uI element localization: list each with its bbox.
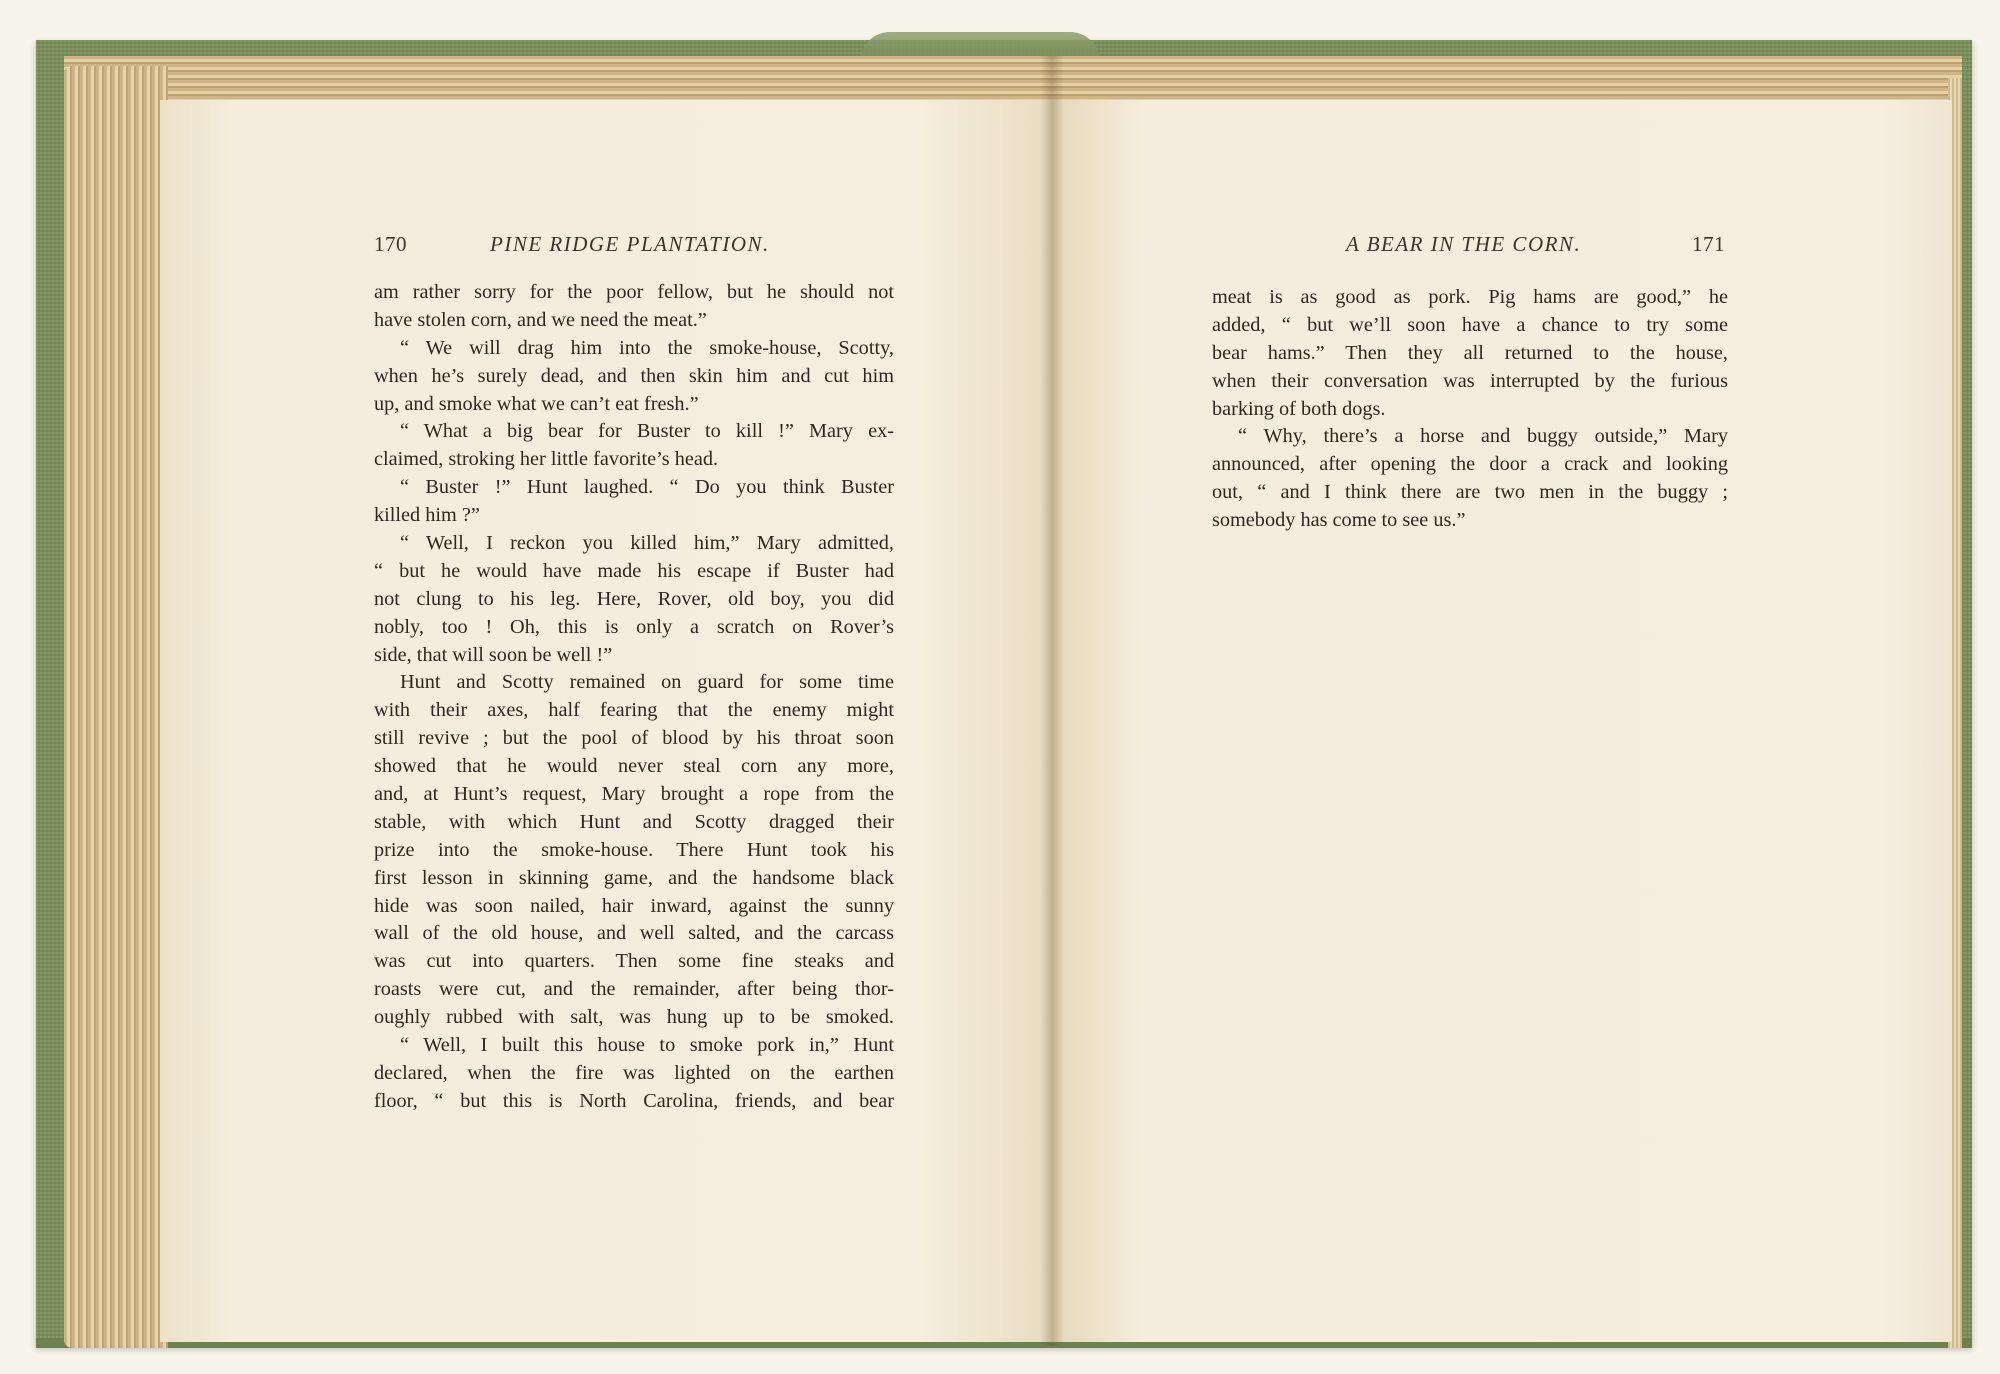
text-line: bear hams.” Then they all returned to the house, [1212, 341, 1728, 364]
text-line: “ Buster !” Hunt laughed. “ Do you think Buster [400, 476, 894, 499]
text-line: first lesson in skinning game, and the handsome black [374, 866, 894, 889]
text-line: still revive ; but the pool of blood by his throat soon [374, 727, 894, 750]
right-page-number: 171 [1692, 232, 1725, 256]
text-line: have stolen corn, and we need the meat.” [374, 308, 707, 331]
text-line: up, and smoke what we can’t eat fresh.” [374, 392, 699, 415]
text-line: announced, after opening the door a crack and looking [1212, 453, 1728, 476]
text-line: claimed, stroking her little favorite’s head. [374, 448, 719, 471]
book-gutter [1040, 56, 1064, 1346]
text-line: Hunt and Scotty remained on guard for some time [400, 671, 894, 694]
left-running-head: PINE RIDGE PLANTATION. [490, 232, 770, 256]
text-line: stable, with which Hunt and Scotty dragged their [374, 810, 894, 833]
text-line: prize into the smoke-house. There Hunt took his [374, 838, 894, 861]
text-line: when their conversation was interrupted by the furious [1212, 369, 1728, 392]
text-line: barking of both dogs. [1212, 397, 1386, 420]
text-line: “ but he would have made his escape if Buster had [374, 559, 894, 582]
text-line: roasts were cut, and the remainder, after being thor- [374, 978, 894, 1001]
left-page-number: 170 [374, 232, 407, 256]
text-line: oughly rubbed with salt, was hung up to be smoked. [374, 1006, 894, 1029]
right-page-body [1212, 284, 1728, 535]
text-line: somebody has come to see us.” [1212, 509, 1466, 532]
text-line: added, “ but we’ll soon have a chance to try some [1212, 313, 1728, 336]
text-line: floor, “ but this is North Carolina, friends, and bear [374, 1089, 894, 1112]
text-line: killed him ?” [374, 504, 480, 527]
text-line: out, “ and I think there are two men in the buggy ; [1212, 481, 1728, 504]
text-line: am rather sorry for the poor fellow, but he should not [374, 281, 894, 303]
text-line: “ Why, there’s a horse and buggy outside,” Mary [1238, 425, 1728, 448]
text-line: and, at Hunt’s request, Mary brought a rope from the [374, 783, 894, 806]
text-line: side, that will soon be well !” [374, 643, 613, 666]
text-line: meat is as good as pork. Pig hams are good,” he [1212, 286, 1728, 308]
text-line: nobly, too ! Oh, this is only a scratch on Rover’s [374, 615, 894, 638]
text-line: showed that he would never steal corn any more, [374, 755, 894, 778]
text-line: when he’s surely dead, and then skin him and cut him [374, 364, 894, 387]
text-line: not clung to his leg. Here, Rover, old boy, you did [374, 587, 894, 610]
right-running-head: A BEAR IN THE CORN. [1346, 232, 1582, 256]
text-line: declared, when the fire was lighted on the earthen [374, 1061, 894, 1084]
text-line: was cut into quarters. Then some fine steaks and [374, 950, 894, 973]
text-line: hide was soon nailed, hair inward, against the sunny [374, 894, 894, 917]
page-block-top-edge [64, 56, 1962, 100]
text-line: “ Well, I reckon you killed him,” Mary admitted, [400, 532, 894, 555]
text-line: “ We will drag him into the smoke-house, Scotty, [400, 336, 894, 359]
text-line: with their axes, half fearing that the enemy might [374, 699, 894, 722]
text-line: wall of the old house, and well salted, and the carcass [374, 922, 894, 945]
page-block-left-edge [64, 66, 168, 1348]
left-page-body [374, 279, 894, 1116]
text-line: “ Well, I built this house to smoke pork in,” Hunt [400, 1034, 894, 1057]
text-line: “ What a big bear for Buster to kill !” Mary ex- [400, 420, 894, 443]
